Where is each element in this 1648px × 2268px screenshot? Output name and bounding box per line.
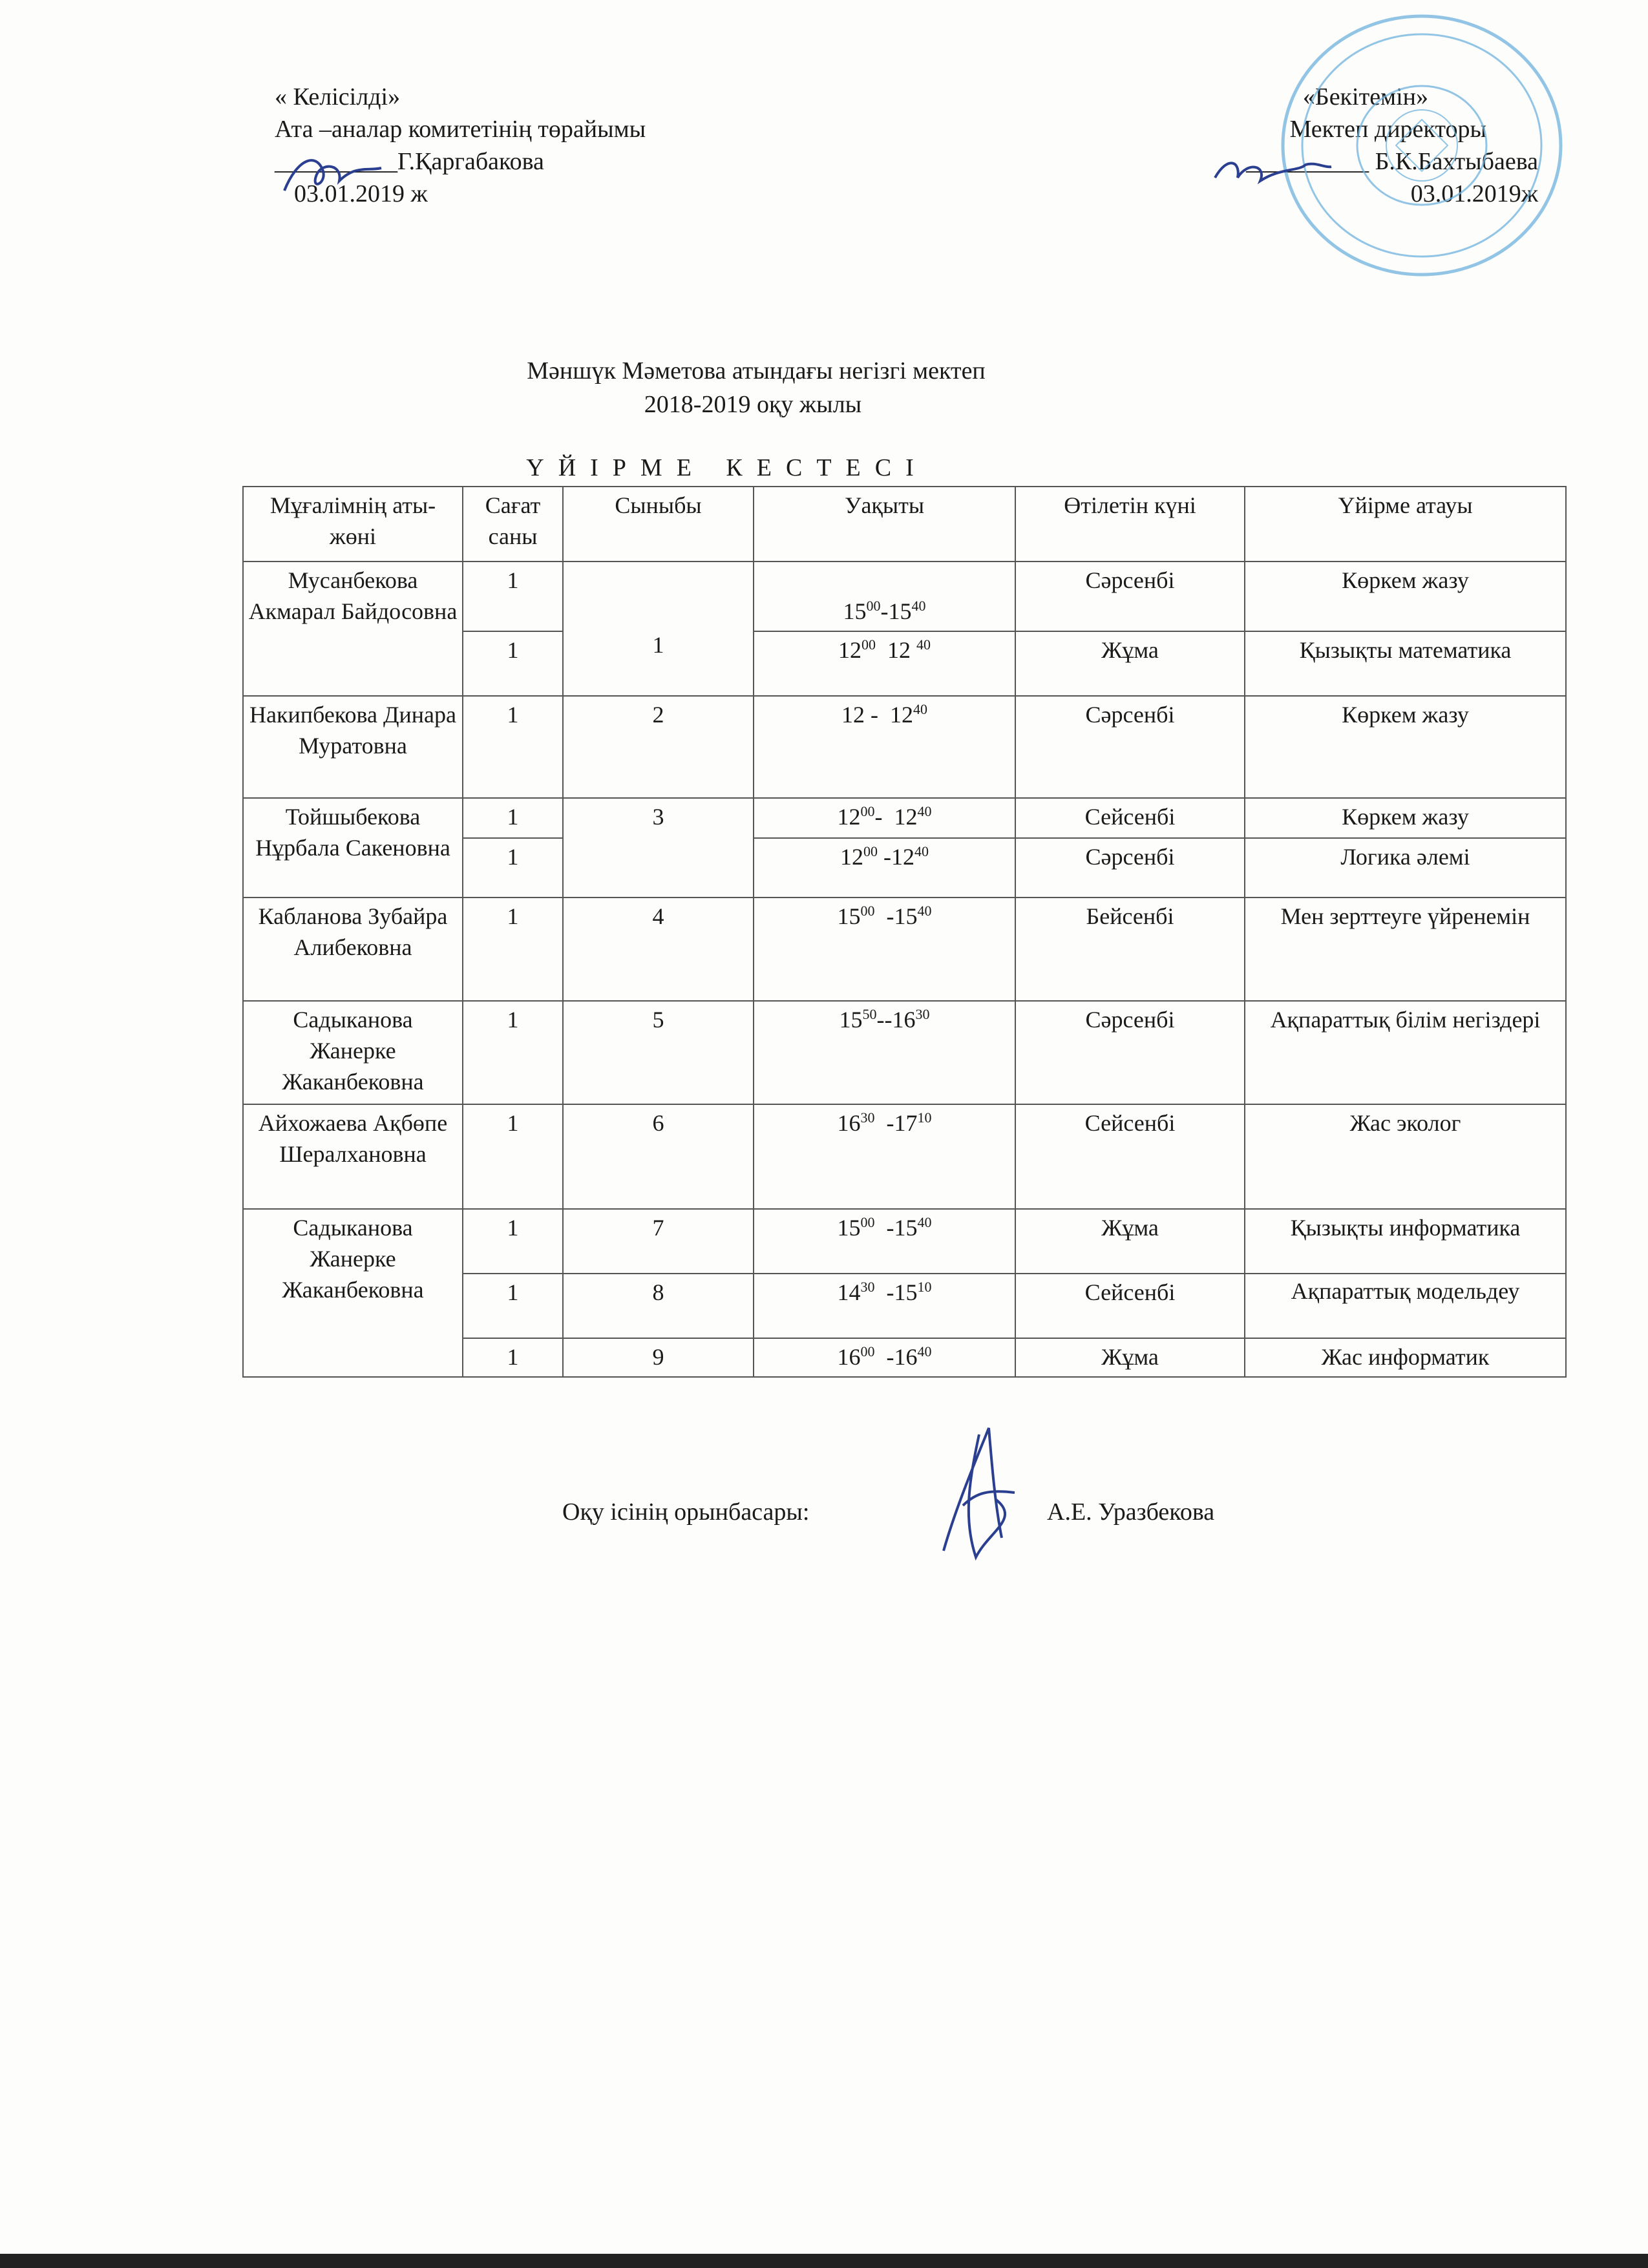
day-cell: Жұма: [1015, 631, 1245, 696]
schedule-heading: ҮЙІРМЕ КЕСТЕСІ: [526, 454, 928, 481]
header-club: Үйірме атауы: [1245, 487, 1566, 562]
club-cell: Мен зерттеуге үйренемін: [1245, 898, 1566, 1001]
club-cell: Көркем жазу: [1245, 562, 1566, 631]
table-row: [243, 1104, 1566, 1209]
grade-cell: 5: [563, 1001, 754, 1104]
approval-right-label: «Бекітемін»: [1302, 83, 1428, 110]
time-cell: $12^{00}$ $-12^{40}$: [754, 838, 1015, 898]
school-year: 2018-2019 оқу жылы: [644, 391, 862, 418]
club-cell: Қызықты информатика: [1245, 1209, 1566, 1274]
club-cell: Қызықты математика: [1245, 631, 1566, 696]
time-cell: $16^{30}$ $-17^{10}$: [754, 1104, 1015, 1209]
hours-cell: 1: [463, 798, 563, 838]
header-hours: Сағат саны: [463, 487, 563, 562]
header-teacher: Мұғалімнің аты-жөні: [243, 487, 463, 562]
deputy-role: Оқу ісінің орынбасары:: [562, 1498, 810, 1526]
club-cell: Логика әлемі: [1245, 838, 1566, 898]
hours-cell: 1: [463, 1001, 563, 1104]
hours-cell: 1: [463, 631, 563, 696]
table-row: [243, 798, 1566, 838]
day-cell: Жұма: [1015, 1209, 1245, 1274]
grade-cell: 3: [563, 798, 754, 898]
hours-cell: 1: [463, 898, 563, 1001]
teacher-cell: Мусанбекова Акмарал Байдосовна: [243, 562, 463, 696]
club-cell: Көркем жазу: [1245, 696, 1566, 798]
approval-right-name: __________ Б.К.Бахтыбаева: [1246, 148, 1538, 175]
teacher-cell: Накипбекова Динара Муратовна: [243, 696, 463, 798]
grade-cell: 1: [563, 562, 754, 696]
hours-cell: 1: [463, 838, 563, 898]
table-row: [243, 562, 1566, 631]
teacher-cell: Садыканова Жанерке Жаканбековна: [243, 1001, 463, 1104]
table-row: [243, 1209, 1566, 1274]
approval-right-date: 03.01.2019ж: [1410, 180, 1538, 207]
time-cell: $12^{00}$ 12 $^{40}$: [754, 631, 1015, 696]
grade-cell: 4: [563, 898, 754, 1001]
table-row: [243, 1001, 1566, 1104]
hours-cell: 1: [463, 1338, 563, 1377]
hours-cell: 1: [463, 1209, 563, 1274]
approval-left-role: Ата –аналар комитетінің төрайымы: [275, 116, 646, 143]
scan-edge: [0, 2254, 1648, 2268]
day-cell: Сейсенбі: [1015, 1274, 1245, 1338]
approval-left-name: __________Г.Қаргабакова: [275, 148, 544, 175]
day-cell: Сәрсенбі: [1015, 696, 1245, 798]
time-cell: $12^{00}-$ $12^{40}$: [754, 798, 1015, 838]
time-cell: $15^{00}$ $-15^{40}$: [754, 1209, 1015, 1274]
club-cell: Жас информатик: [1245, 1338, 1566, 1377]
club-cell: Көркем жазу: [1245, 798, 1566, 838]
time-cell: $16^{00}$ $-16^{40}$: [754, 1338, 1015, 1377]
time-cell: $15^{50}--16^{30}$: [754, 1001, 1015, 1104]
grade-cell: 2: [563, 696, 754, 798]
signature-left-icon: [278, 145, 394, 204]
day-cell: Сәрсенбі: [1015, 562, 1245, 631]
hours-cell: 1: [463, 1274, 563, 1338]
header-grade: Сыныбы: [563, 487, 754, 562]
time-cell: $15^{00}-15^{40}$: [754, 562, 1015, 631]
approval-left-date: 03.01.2019 ж: [294, 180, 428, 207]
deputy-name: А.Е. Уразбекова: [1047, 1498, 1215, 1526]
time-cell: $12 - 12^{40}$: [754, 696, 1015, 798]
grade-cell: 9: [563, 1338, 754, 1377]
day-cell: Бейсенбі: [1015, 898, 1245, 1001]
day-cell: Жұма: [1015, 1338, 1245, 1377]
table-row: [243, 696, 1566, 798]
signature-right-icon: [1209, 142, 1338, 200]
teacher-cell: Садыканова Жанерке Жаканбековна: [243, 1209, 463, 1377]
hours-cell: 1: [463, 1104, 563, 1209]
day-cell: Сәрсенбі: [1015, 838, 1245, 898]
table-row: [243, 898, 1566, 1001]
day-cell: Сейсенбі: [1015, 1104, 1245, 1209]
club-cell: Ақпараттық модельдеу: [1245, 1274, 1566, 1338]
club-cell: Ақпараттық білім негіздері: [1245, 1001, 1566, 1104]
school-name: Мәншүк Мәметова атындағы негізгі мектеп: [527, 357, 986, 384]
header-day: Өтілетін күні: [1015, 487, 1245, 562]
grade-cell: 8: [563, 1274, 754, 1338]
grade-cell: 7: [563, 1209, 754, 1274]
header-time: Уақыты: [754, 487, 1015, 562]
deputy-signature-icon: [918, 1409, 1047, 1570]
club-cell: Жас эколог: [1245, 1104, 1566, 1209]
day-cell: Сәрсенбі: [1015, 1001, 1245, 1104]
hours-cell: 1: [463, 696, 563, 798]
approval-left-label: « Келісілді»: [275, 83, 401, 110]
time-cell: $14^{30}$ $-15^{10}$: [754, 1274, 1015, 1338]
hours-cell: 1: [463, 562, 563, 631]
club-schedule-table: [242, 486, 1567, 1378]
day-cell: Сейсенбі: [1015, 798, 1245, 838]
approval-right-role: Мектеп директоры: [1289, 116, 1486, 143]
teacher-cell: Айхожаева Ақбөпе Шералхановна: [243, 1104, 463, 1209]
teacher-cell: Кабланова Зубайра Алибековна: [243, 898, 463, 1001]
time-cell: $15^{00}$ $-15^{40}$: [754, 898, 1015, 1001]
table-header-row: [243, 487, 1566, 562]
teacher-cell: Тойшыбекова Нұрбала Сакеновна: [243, 798, 463, 898]
grade-cell: 6: [563, 1104, 754, 1209]
